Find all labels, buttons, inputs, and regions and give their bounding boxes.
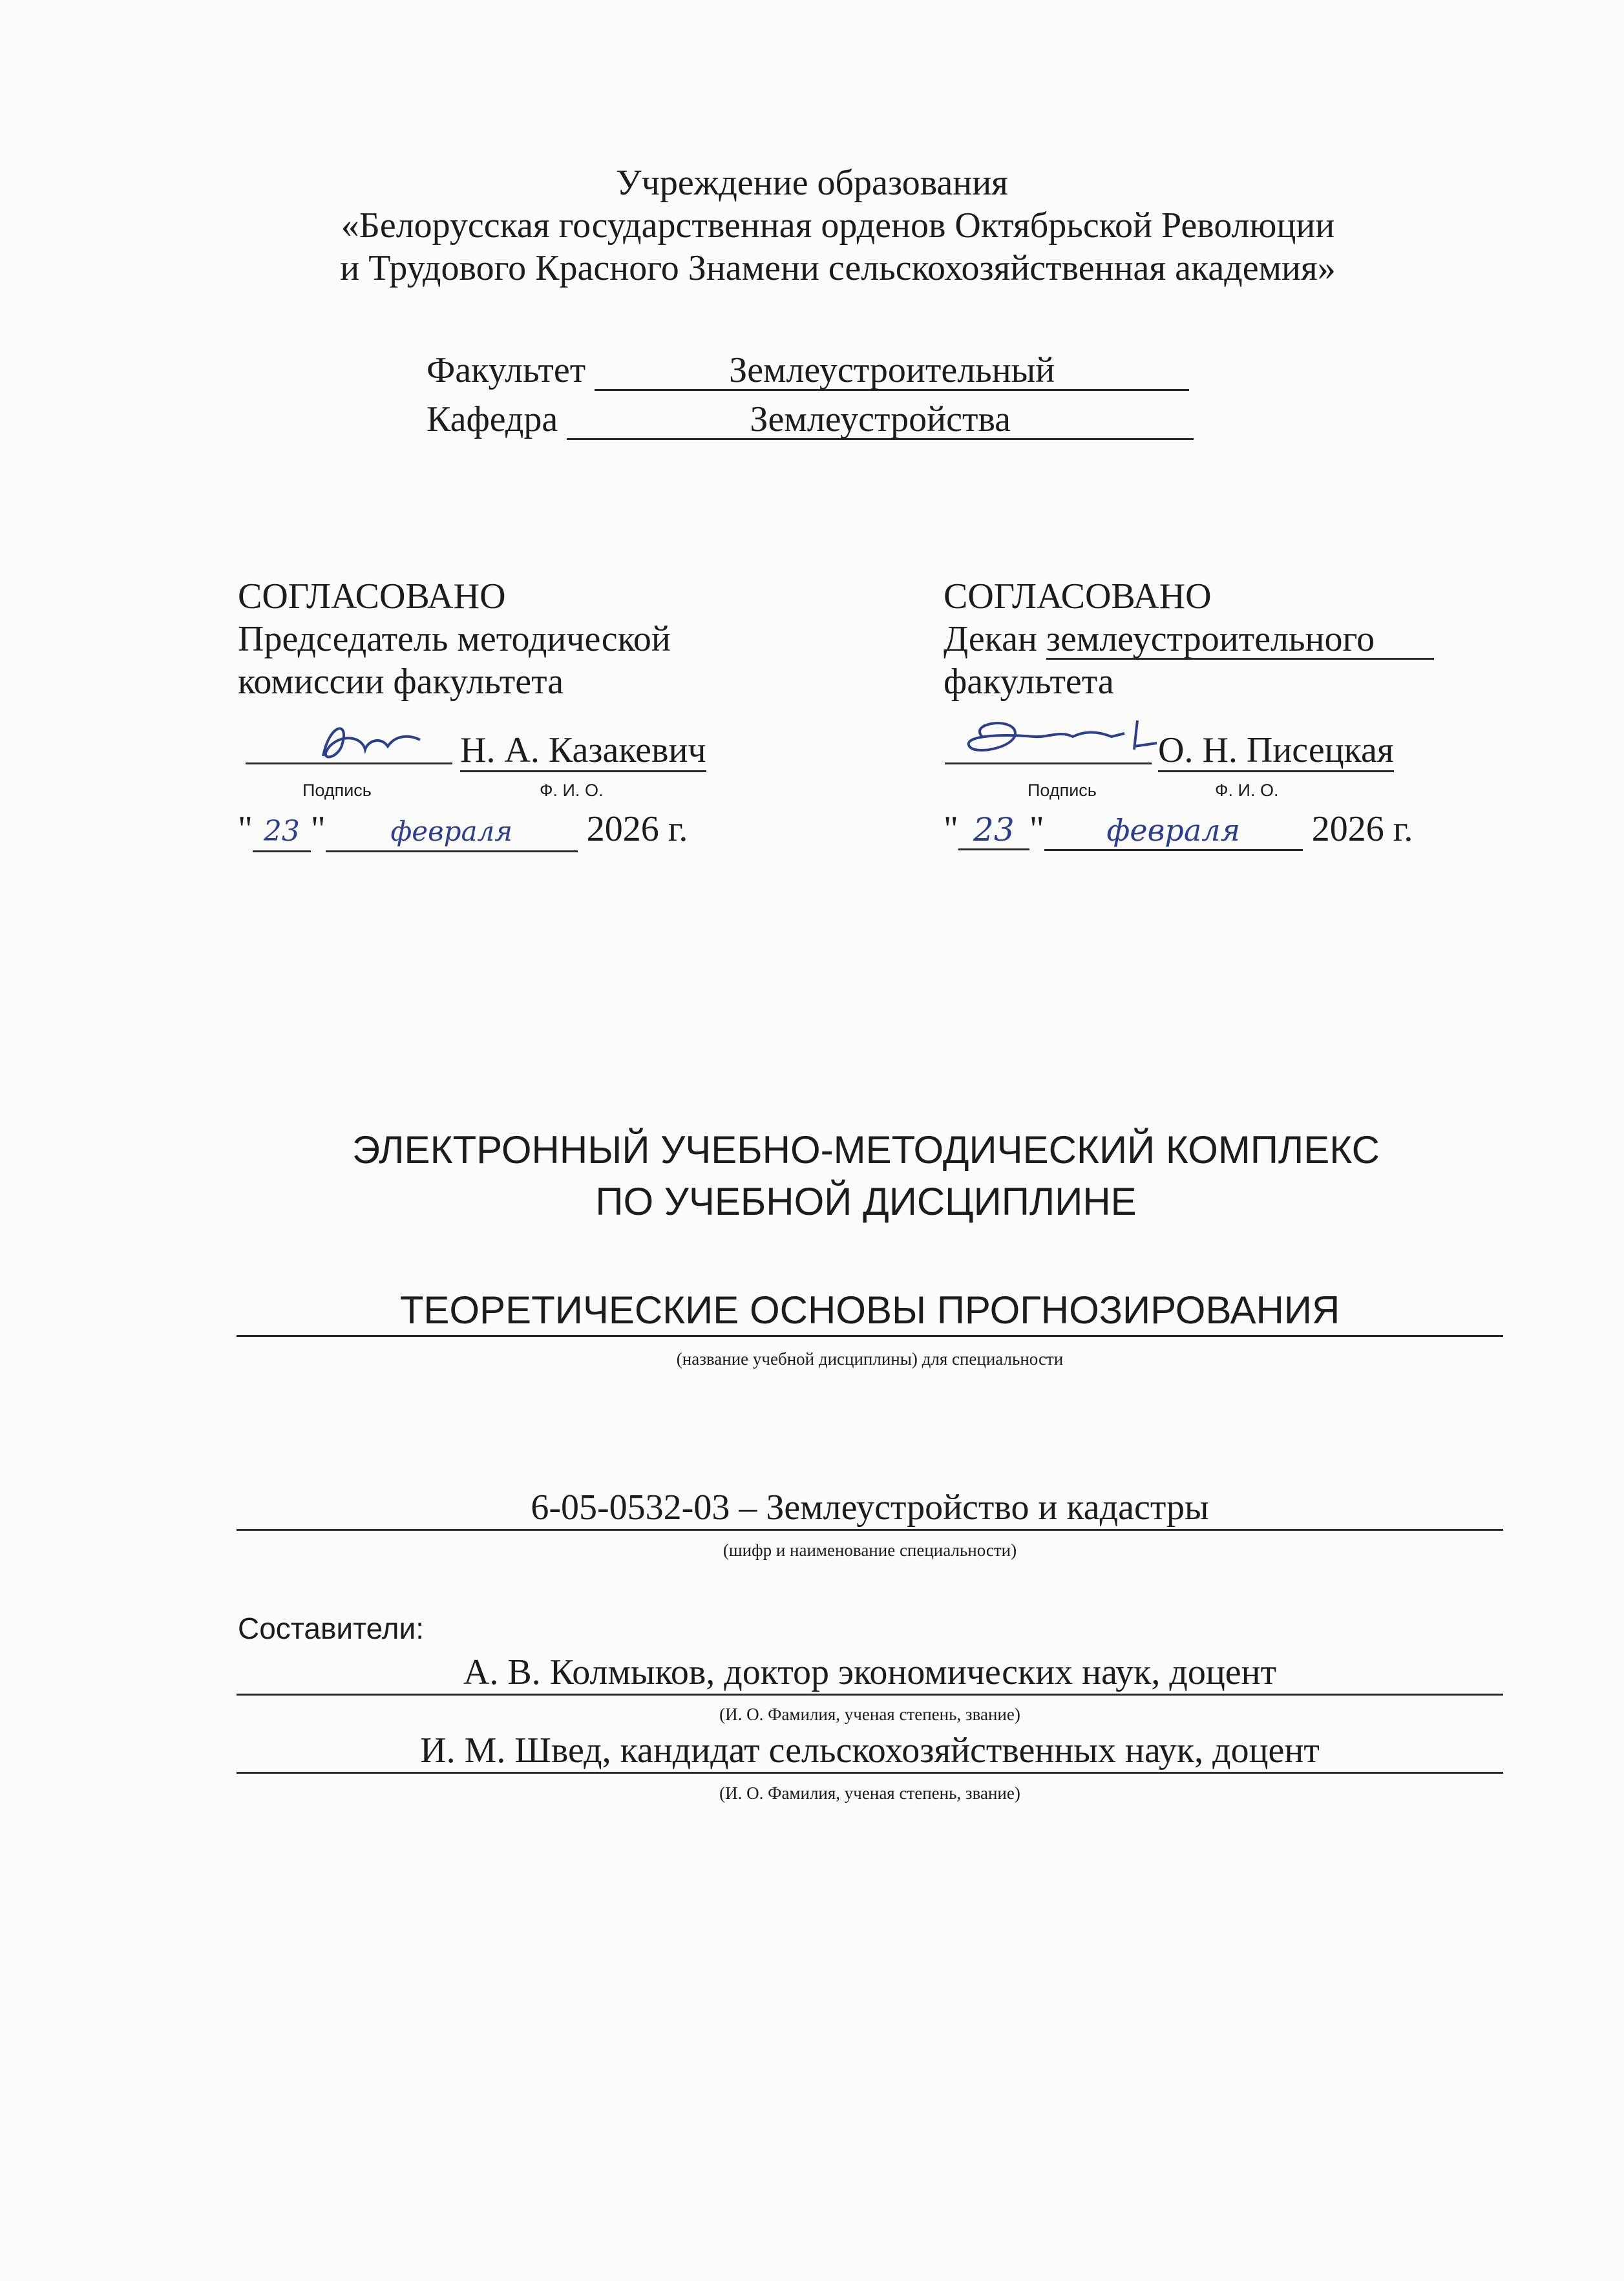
- approval-right-year: 2026 г.: [1311, 809, 1413, 849]
- approval-left-caption-signature: Подпись: [302, 781, 372, 800]
- approval-left-position-1: Председатель методической: [238, 619, 671, 659]
- approval-right-quote-open: ": [944, 809, 958, 849]
- header-line-1: Учреждение образования: [616, 163, 1008, 203]
- approval-left-position-2: комиссии факультета: [238, 662, 564, 702]
- author-2: И. М. Швед, кандидат сельскохозяйственных наук, доцент: [237, 1729, 1503, 1774]
- department-label: Кафедра: [427, 399, 558, 439]
- approval-left-quote-close: ": [310, 809, 326, 849]
- approval-left-year: 2026 г.: [586, 809, 688, 849]
- faculty-value: Землеустроительный: [595, 352, 1189, 391]
- title-line-2: ПО УЧЕБНОЙ ДИСЦИПЛИНЕ: [595, 1180, 1137, 1223]
- signature-pisetskaya: [956, 711, 1163, 769]
- author-1: А. В. Колмыков, доктор экономических наук, доцент: [237, 1651, 1503, 1696]
- title-line-1: ЭЛЕКТРОННЫЙ УЧЕБНО-МЕТОДИЧЕСКИЙ КОМПЛЕКС: [352, 1128, 1380, 1172]
- approval-right-position-1: [944, 618, 1434, 660]
- authors-label: Составители:: [238, 1612, 424, 1645]
- signature-kazakevich: [304, 717, 433, 769]
- approval-left-day: 23: [253, 813, 311, 852]
- specialty-name: 6-05-0532-03 – Землеустройство и кадастры: [237, 1486, 1503, 1531]
- faculty-label: Факультет: [427, 350, 586, 390]
- approval-right-position-prefix: Декан: [944, 619, 1037, 659]
- approval-right-caption-name: Ф. И. О.: [1215, 781, 1279, 800]
- header-line-2: «Белорусская государственная орденов Октябрьской Революции: [341, 205, 1335, 246]
- approval-left-heading: СОГЛАСОВАНО: [238, 576, 506, 616]
- department-row: [427, 398, 1194, 441]
- approval-left-quote-open: ": [238, 809, 253, 849]
- author-2-caption: (И. О. Фамилия, ученая степень, звание): [719, 1783, 1020, 1803]
- header-line-3: и Трудового Красного Знамени сельскохозяйственная академия»: [340, 248, 1336, 288]
- approval-right: [944, 575, 1434, 703]
- approval-left-name-wrap: [460, 729, 706, 772]
- approval-left-date: [238, 808, 688, 852]
- discipline-caption: (название учебной дисциплины) для специальности: [676, 1349, 1064, 1369]
- approval-right-name-wrap: [1158, 729, 1394, 772]
- approval-left-month: февраля: [326, 813, 578, 852]
- approval-right-heading: СОГЛАСОВАНО: [944, 576, 1212, 616]
- approval-right-name: О. Н. Писецкая: [1158, 730, 1394, 772]
- faculty-row: [427, 349, 1189, 392]
- institution-header: [0, 162, 1624, 289]
- approval-right-caption-signature: Подпись: [1028, 781, 1097, 800]
- author-1-caption: (И. О. Фамилия, ученая степень, звание): [719, 1705, 1020, 1724]
- approval-right-position-2: факультета: [944, 662, 1114, 702]
- approval-left: [238, 575, 671, 703]
- approval-right-day: 23: [958, 811, 1029, 850]
- approval-left-name: Н. А. Казакевич: [460, 730, 706, 772]
- specialty-caption: (шифр и наименование специальности): [722, 1540, 1017, 1560]
- approval-right-date: [944, 808, 1413, 851]
- approval-left-caption-name: Ф. И. О.: [540, 781, 604, 800]
- approval-right-position-rest: землеустроительного: [1046, 620, 1434, 660]
- approval-right-quote-close: ": [1029, 809, 1044, 849]
- approval-right-month: февраля: [1044, 812, 1303, 851]
- department-value: Землеустройства: [567, 401, 1194, 440]
- document-title: [220, 1124, 1512, 1228]
- discipline-name: ТЕОРЕТИЧЕСКИЕ ОСНОВЫ ПРОГНОЗИРОВАНИЯ: [237, 1286, 1503, 1337]
